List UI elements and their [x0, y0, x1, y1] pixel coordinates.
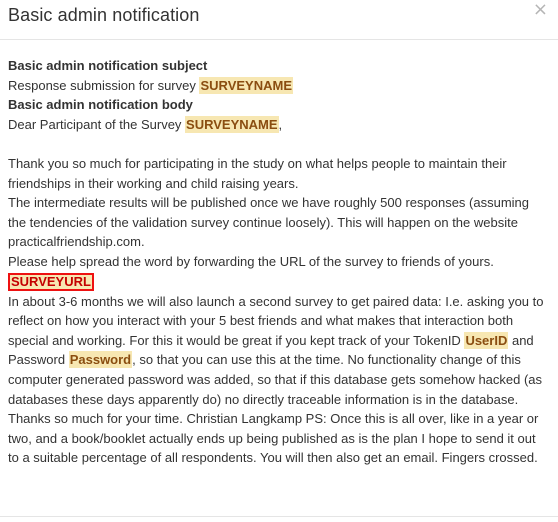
userid-placeholder: UserID [465, 332, 508, 348]
close-icon[interactable]: × [532, 0, 548, 20]
subject-heading: Basic admin notification subject [8, 58, 208, 73]
modal-title: Basic admin notification [8, 5, 200, 25]
para4-part-b: and Password [8, 332, 534, 368]
modal-body [8, 56, 548, 468]
paragraph-spread: Please help spread the word by forwarding the URL of the survey to friends of yours. [8, 253, 494, 269]
paragraph-second-survey [8, 292, 548, 468]
greeting-suffix: , [278, 116, 283, 132]
para4-part-a: In about 3-6 months we will also launch a second survey to get paired data: I.e. asking you to reflect on how you interact with your 5 best friends and what makes that interaction both special and working. For this it would be great if you kept track of your TokenID [8, 293, 544, 348]
paragraph-thanks: Thank you so much for participating in the study on what helps people to maintain their friendships in their working and child raising years. [8, 155, 507, 191]
greeting-text: Dear Participant of the Survey [8, 116, 186, 132]
greeting-line [8, 115, 548, 135]
surveyname-placeholder: SURVEYNAME [200, 77, 292, 93]
url-line [8, 272, 548, 292]
spacer [8, 134, 548, 154]
body-heading: Basic admin notification body [8, 97, 193, 113]
subject-text: Response submission for survey [8, 77, 200, 93]
greeting-surveyname-placeholder: SURVEYNAME [186, 116, 278, 132]
paragraph-results: The intermediate results will be published once we have roughly 500 responses (assuming the tendencies of the validation survey continue loosely). This will happen on the website practicalfriendship.com. [8, 195, 530, 250]
para4-part-c: , so that you can use this at the time. No functionality change of this computer generated password was added, so that if this database gets somehow hacked (as databases these days apparently do) no directly traceable information is in the database. Thanks so much for your time. Christian Langkamp PS: Once this is all over, like in a year or two, and a book/booklet actually ends up being published as is the plan I hope to send it out to a suitable percentage of all respondents. You will then also get an email. Fingers crossed. [8, 352, 543, 466]
modal-footer-divider [0, 516, 558, 517]
password-placeholder: Password [69, 352, 132, 368]
subject-line [8, 76, 548, 96]
surveyurl-placeholder: SURVEYURL [8, 273, 94, 291]
modal-header [0, 0, 558, 40]
